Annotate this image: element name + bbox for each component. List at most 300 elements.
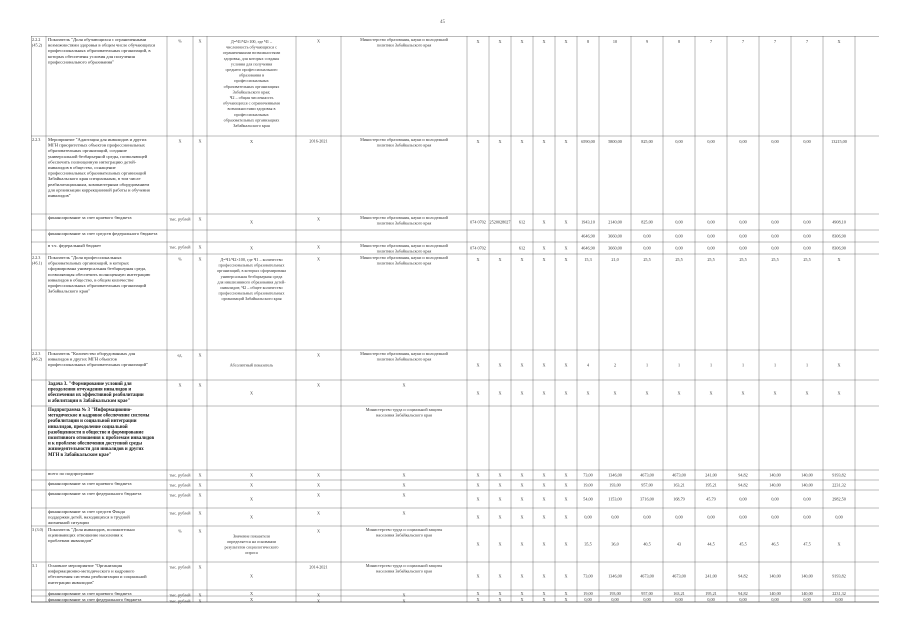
cell-value: X	[498, 573, 502, 579]
cell-id: 2.2.3	[32, 137, 41, 142]
cell-year: X	[316, 352, 321, 358]
cell-value: 0,00	[771, 514, 779, 520]
cell-executor: X	[402, 492, 406, 498]
cell-value: 0,00	[675, 514, 683, 520]
cell-value: 8306,90	[832, 233, 846, 239]
cell-value: X	[564, 219, 568, 225]
cell-value: 0,00	[739, 139, 747, 144]
cell-year: X	[316, 598, 321, 604]
cell-value: X	[773, 390, 777, 396]
cell-value: 074 0702	[470, 219, 486, 225]
cell-value: X	[542, 219, 546, 225]
cell-value: 074 0702	[470, 245, 486, 251]
cell-value: X	[542, 245, 546, 251]
cell-unit: тыс. рублей	[169, 592, 191, 598]
cell-value: X	[520, 514, 524, 520]
cell-value: X	[476, 472, 480, 478]
cell-name: Показатель "Доля профессиональных образовательных организаций, в которых сформирована универсальная безбарьерная среда, позволяющая обеспечить полноценную интеграцию инвалидов в общество, в общем количестве профессиональных образовательных организаций Забайкальского края"	[48, 255, 151, 294]
cell-value: 0,00	[771, 245, 779, 251]
cell-value: 8	[677, 39, 681, 44]
cell-value: 1	[645, 362, 649, 368]
cell-value: 19,00	[583, 591, 593, 596]
cell-f1: X	[198, 216, 202, 222]
cell-value: X	[564, 257, 568, 262]
cell-value: X	[564, 597, 568, 602]
cell-year: X	[316, 256, 321, 262]
cell-value: 1346,00	[608, 472, 622, 478]
cell-f1: X	[198, 256, 202, 262]
cell-value: X	[476, 390, 480, 396]
cell-value: 0,00	[803, 514, 811, 520]
cell-value: 40,5	[643, 541, 651, 547]
cell-value: 10	[612, 39, 618, 44]
cell-value: 73,00	[583, 472, 593, 478]
cell-value: X	[837, 390, 841, 396]
cell-value: X	[542, 362, 546, 368]
cell-value: X	[677, 390, 681, 396]
cell-value: X	[498, 597, 502, 602]
cell-value: 0,00	[771, 139, 779, 144]
cell-value: X	[564, 482, 568, 488]
cell-id: 3 (3.0)	[32, 527, 44, 532]
cell-value: 1	[677, 362, 681, 368]
cell-value: X	[542, 597, 546, 602]
cell-value: X	[498, 257, 502, 262]
cell-value: 15,3	[584, 257, 592, 262]
cell-value: 4673,00	[640, 573, 654, 579]
cell-value: X	[520, 390, 524, 396]
cell-value: 4673,00	[672, 472, 686, 478]
cell-value: X	[542, 390, 546, 396]
cell-unit: ед.	[177, 352, 183, 358]
cell-id: 2.2.2 (45.2)	[32, 37, 43, 48]
cell-indicator: X	[249, 514, 254, 520]
cell-year: X	[316, 216, 321, 222]
cell-value: 1943,10	[581, 219, 595, 225]
cell-value: 4	[586, 362, 590, 368]
cell-value: 0,00	[643, 597, 651, 602]
cell-name: финансирование за счет средств федерального бюджета	[48, 231, 158, 236]
cell-unit: тыс. рублей	[169, 564, 191, 570]
cell-executor: X	[402, 382, 406, 388]
cell-indicator: Д=Ч1/Ч2×100, где Ч1 – численность обучающихся с ограниченными возможностями здоровья, для которых созданы условия для получения среднего профессионального образования в профессиональных образовательных организациях Забайкальского края; Ч2 – общая численность обучающихся с ограниченными возможностями здоровья в профессиональных образовательных организациях Забайкальского края	[222, 39, 281, 128]
cell-value: 0,00	[739, 233, 747, 239]
cell-value: X	[498, 514, 502, 520]
cell-value: 140,00	[801, 472, 813, 478]
cell-value: 0,00	[803, 496, 811, 502]
cell-value: 3660,00	[608, 233, 622, 239]
cell-value: 44,5	[707, 541, 715, 547]
cell-executor: Министерство труда и социальной защиты населения Забайкальского края	[365, 407, 443, 418]
cell-value: 45,5	[739, 541, 747, 547]
cell-value: 25,5	[771, 257, 779, 262]
cell-value: 94,82	[738, 591, 748, 596]
cell-value: 25,5	[803, 257, 811, 262]
cell-value: X	[520, 139, 524, 144]
cell-f1: X	[198, 244, 202, 250]
cell-value: 43	[676, 541, 682, 547]
cell-value: 9	[645, 39, 649, 44]
cell-unit: %	[178, 256, 182, 262]
cell-indicator: X	[249, 573, 254, 579]
cell-name: Показатель "Доля инвалидов, положительно оценивающих отношение населения к проблемам инвалидов"	[48, 527, 135, 544]
cell-value: X	[476, 257, 480, 262]
cell-value: 4646,90	[581, 245, 595, 251]
cell-unit: тыс. рублей	[169, 482, 191, 488]
cell-unit: %	[178, 38, 182, 44]
cell-name: Подпрограмма № 3 "Информационно-методическое и кадровое обеспечение системы реабилитации и социальной интеграции инвалидов, преодоление социальной разобщенности в обществе и формирование позитивного отношения к проблемам инвалидов и к проблеме обеспечения доступной среды жизнедеятельности для инвалидов и других МГН в Забайкальском крае"	[48, 408, 155, 458]
cell-value: 0,00	[803, 597, 811, 602]
cell-value: 140,00	[769, 591, 781, 596]
cell-executor: X	[402, 598, 406, 604]
cell-value: 0,00	[584, 597, 592, 602]
cell-value: 0,00	[803, 139, 811, 144]
cell-value: 140,00	[769, 472, 781, 478]
cell-value: 0,00	[835, 597, 843, 602]
cell-name: в т.ч. федеральный бюджет	[48, 243, 102, 248]
cell-value: 140,00	[769, 482, 781, 488]
cell-name: финансирование за счет федерального бюджета	[48, 491, 142, 496]
cell-value: 0,00	[803, 233, 811, 239]
cell-executor: Министерство образования, науки и молодежной политики Забайкальского края	[360, 137, 448, 148]
cell-unit: X	[178, 138, 182, 144]
cell-f1: X	[198, 38, 202, 44]
cell-value: X	[645, 390, 649, 396]
cell-value: 140,00	[801, 482, 813, 488]
cell-value: 195,21	[705, 482, 717, 488]
cell-unit: %	[178, 528, 182, 534]
cell-value: X	[613, 390, 617, 396]
cell-value: 0,00	[739, 245, 747, 251]
cell-value: X	[476, 541, 480, 547]
cell-name: финансирование за счет средств Фонда поддержки детей, находящихся в трудной жизненной ситуации	[48, 509, 130, 526]
cell-value: 0,00	[803, 245, 811, 251]
cell-value: X	[476, 362, 480, 368]
cell-value: X	[564, 390, 568, 396]
cell-f1: X	[198, 482, 202, 488]
cell-value: 4673,00	[640, 472, 654, 478]
cell-value: 0,00	[643, 514, 651, 520]
cell-value: 6590,00	[581, 139, 595, 144]
cell-value: X	[520, 362, 524, 368]
cell-name: финансирование за счет федерального бюджета	[48, 597, 142, 602]
cell-value: 2982,50	[832, 496, 846, 502]
cell-year: X	[316, 492, 321, 498]
cell-value: X	[542, 257, 546, 262]
cell-value: 0,00	[611, 514, 619, 520]
cell-value: X	[564, 362, 568, 368]
cell-value: X	[476, 597, 480, 602]
cell-value: X	[542, 472, 546, 478]
cell-executor: Министерство образования, науки и молодежной политики Забайкальского края	[360, 243, 448, 254]
cell-year: X	[316, 472, 321, 478]
cell-indicator: Абсолютный показатель	[229, 362, 274, 368]
cell-value: 140,00	[801, 591, 813, 596]
cell-value: X	[542, 591, 546, 596]
cell-value: 612	[518, 219, 526, 225]
cell-value: X	[564, 514, 568, 520]
cell-value: X	[476, 482, 480, 488]
cell-indicator: X	[249, 597, 254, 602]
cell-value: X	[542, 496, 546, 502]
cell-value: X	[837, 257, 841, 262]
cell-value: X	[837, 39, 841, 44]
cell-unit: тыс. рублей	[169, 216, 191, 222]
cell-unit: тыс. рублей	[169, 492, 191, 498]
cell-value: 0,00	[611, 597, 619, 602]
cell-value: X	[520, 591, 524, 596]
cell-value: 2231,32	[832, 591, 846, 596]
cell-value: 4673,00	[672, 573, 686, 579]
cell-unit: тыс. рублей	[169, 598, 191, 604]
cell-year: X	[316, 592, 321, 598]
cell-value: X	[498, 472, 502, 478]
cell-value: X	[520, 597, 524, 602]
cell-value: X	[520, 496, 524, 502]
cell-value: 54,00	[583, 496, 593, 502]
cell-value: 8	[586, 39, 590, 44]
cell-value: 36,0	[611, 541, 619, 547]
cell-value: X	[498, 139, 502, 144]
cell-f1: X	[198, 510, 202, 516]
cell-value: 7	[741, 39, 745, 44]
data-table	[31, 36, 879, 608]
cell-name: финансирование за счет краевого бюджета	[48, 215, 132, 220]
cell-value: 0,00	[835, 514, 843, 520]
cell-value: X	[498, 591, 502, 596]
cell-value: X	[564, 591, 568, 596]
cell-value: 3660,00	[608, 245, 622, 251]
cell-executor: Министерство труда и социальной защиты населения Забайкальского края	[365, 527, 443, 538]
cell-name: финансирование за счет краевого бюджета	[48, 591, 132, 596]
cell-value: 163,21	[673, 482, 685, 488]
cell-indicator: X	[249, 390, 254, 396]
cell-id: 3.1	[32, 563, 38, 568]
cell-value: 2	[613, 362, 617, 368]
cell-value: X	[564, 139, 568, 144]
cell-value: 0,00	[643, 245, 651, 251]
cell-f1: X	[198, 138, 202, 144]
cell-value: 0,00	[707, 233, 715, 239]
cell-value: X	[564, 245, 568, 251]
cell-value: 0,00	[643, 233, 651, 239]
cell-value: X	[837, 541, 841, 547]
cell-value: 0,00	[739, 514, 747, 520]
cell-value: 163,21	[673, 591, 685, 596]
cell-value: X	[498, 496, 502, 502]
cell-unit: тыс. рублей	[169, 472, 191, 478]
cell-value: 94,82	[738, 573, 748, 579]
cell-year: X	[316, 382, 321, 388]
cell-value: 0,00	[739, 597, 747, 602]
cell-value: 0,00	[707, 245, 715, 251]
cell-value: 4908,10	[832, 219, 846, 225]
cell-unit: тыс. рублей	[169, 244, 191, 250]
cell-name: Показатель "Количество оборудованных для инвалидов и других МГН объектов профессиональных образовательных организаций"	[48, 351, 148, 368]
cell-value: 45,79	[706, 496, 716, 502]
cell-value: 825,00	[641, 139, 653, 144]
cell-year: X	[316, 482, 321, 488]
cell-executor: Министерство образования, науки и молодежной политики Забайкальского края	[360, 215, 448, 226]
cell-name: Показатель "Доля обучающихся с ограниченными возможностями здоровья в общем числе обучающихся профессиональных образовательных организаций, в которых обеспечены условия для получения профессионального образования"	[48, 37, 156, 65]
cell-value: 21,0	[611, 257, 619, 262]
cell-name: Мероприятие "Адаптация для инвалидов и других МГН приоритетных объектов профессиональных образовательных организаций, создание универсальной безбарьерной среды, позволяющей обеспечить полноценную интеграцию детей-инвалидов в общество, оснащение профессиональных образовательных организаций Забайкальского края специальным, в том числе реабилитационным, компьютерным оборудованием для организации коррекционной работы и обучения инвалидов"	[48, 137, 150, 198]
cell-value: X	[498, 39, 502, 44]
cell-value: 25,5	[675, 257, 683, 262]
cell-f1: X	[198, 564, 202, 570]
cell-value: X	[542, 541, 546, 547]
cell-indicator: X	[249, 139, 254, 144]
cell-value: 9193,82	[832, 573, 846, 579]
cell-value: X	[498, 482, 502, 488]
cell-value: 193,00	[609, 591, 621, 596]
cell-value: 1	[805, 362, 809, 368]
cell-value: 13215,00	[831, 139, 847, 144]
cell-value: 2140,00	[608, 219, 622, 225]
cell-value: X	[564, 472, 568, 478]
cell-f1: X	[198, 592, 202, 598]
cell-value: 0,00	[803, 219, 811, 225]
cell-value: 241,00	[705, 472, 717, 478]
cell-value: 140,00	[769, 573, 781, 579]
cell-id: 2.2.3 (46.2)	[32, 351, 43, 362]
cell-value: X	[476, 496, 480, 502]
page-number: 45	[440, 20, 445, 25]
cell-value: 2520028027	[489, 219, 511, 225]
cell-value: 94,82	[738, 472, 748, 478]
cell-executor: Министерство образования, науки и молодежной политики Забайкальского края	[360, 351, 448, 362]
cell-value: 0,00	[771, 597, 779, 602]
cell-value: 0,00	[707, 597, 715, 602]
cell-indicator: X	[249, 591, 254, 596]
cell-value: 168,79	[673, 496, 685, 502]
cell-value: X	[498, 541, 502, 547]
cell-indicator: Значение показателя определяется на основании результатов социологического опроса	[224, 533, 279, 556]
cell-value: 1346,00	[608, 573, 622, 579]
cell-value: X	[741, 390, 745, 396]
cell-year: X	[316, 38, 321, 44]
cell-unit: X	[178, 382, 182, 388]
cell-value: 0,00	[675, 597, 683, 602]
cell-value: 195,21	[705, 591, 717, 596]
cell-value: 94,82	[738, 482, 748, 488]
cell-executor: X	[402, 592, 406, 598]
cell-value: X	[837, 362, 841, 368]
cell-value: 0,00	[707, 514, 715, 520]
cell-value: 0,00	[771, 233, 779, 239]
cell-value: 25,5	[707, 257, 715, 262]
cell-indicator: X	[249, 496, 254, 502]
cell-value: 1	[709, 362, 713, 368]
cell-value: 241,00	[705, 573, 717, 579]
cell-value: X	[542, 573, 546, 579]
cell-value: X	[476, 39, 480, 44]
cell-value: 46,5	[771, 541, 779, 547]
cell-value: X	[520, 39, 524, 44]
cell-value: 7	[709, 39, 713, 44]
cell-f1: X	[198, 528, 202, 534]
cell-year: X	[316, 528, 321, 534]
cell-f1: X	[198, 352, 202, 358]
cell-value: X	[520, 482, 524, 488]
cell-value: X	[542, 514, 546, 520]
cell-value: 2231,32	[832, 482, 846, 488]
cell-value: X	[805, 390, 809, 396]
cell-value: 1153,00	[608, 496, 622, 502]
cell-executor: X	[402, 510, 406, 516]
cell-year: X	[316, 244, 321, 250]
cell-value: 7	[805, 39, 809, 44]
cell-value: 0,00	[739, 219, 747, 225]
cell-value: 47,5	[803, 541, 811, 547]
cell-value: X	[564, 39, 568, 44]
cell-value: 1	[741, 362, 745, 368]
cell-value: 8306,90	[832, 245, 846, 251]
cell-value: 25,5	[643, 257, 651, 262]
cell-f1: X	[198, 598, 202, 604]
cell-unit: тыс. рублей	[169, 510, 191, 516]
cell-id: 2.2.3 (46.1)	[32, 255, 43, 266]
cell-value: 193,00	[609, 482, 621, 488]
cell-value: 1	[773, 362, 777, 368]
cell-value: 0,00	[739, 496, 747, 502]
cell-value: 957,00	[641, 482, 653, 488]
cell-executor: Министерство образования, науки и молодежной политики Забайкальского края	[360, 255, 448, 266]
cell-value: 0,00	[771, 496, 779, 502]
cell-value: 0,00	[675, 139, 683, 144]
cell-indicator: X	[249, 245, 254, 251]
cell-value: 0,00	[771, 219, 779, 225]
cell-value: X	[564, 573, 568, 579]
cell-executor: X	[402, 472, 406, 478]
cell-name: всего по подпрограмме	[48, 471, 94, 476]
cell-value: 5800,00	[608, 139, 622, 144]
cell-value: X	[542, 482, 546, 488]
cell-value: X	[498, 362, 502, 368]
cell-f1: X	[198, 472, 202, 478]
cell-value: 3716,00	[640, 496, 654, 502]
cell-f1: X	[198, 492, 202, 498]
cell-value: 73,00	[583, 573, 593, 579]
cell-value: X	[564, 541, 568, 547]
cell-value: X	[542, 139, 546, 144]
cell-value: X	[564, 496, 568, 502]
cell-value: 957,00	[641, 591, 653, 596]
cell-value: 825,00	[641, 219, 653, 225]
cell-f1: X	[198, 382, 202, 388]
cell-value: 0,00	[584, 514, 592, 520]
cell-value: 9193,82	[832, 472, 846, 478]
cell-value: X	[586, 390, 590, 396]
cell-year: 2016-2021	[309, 138, 328, 144]
cell-value: X	[476, 514, 480, 520]
cell-name: Задача 3. "Формирование условий для преодоления отчуждения инвалидов и обеспечения их эффективной реабилитации и абилитации в Забайкальском крае"	[48, 382, 144, 404]
cell-value: 25,5	[739, 257, 747, 262]
cell-value: X	[709, 390, 713, 396]
cell-year: X	[316, 510, 321, 516]
cell-indicator: X	[249, 482, 254, 488]
table-grid	[31, 36, 879, 608]
cell-value: 4646,90	[581, 233, 595, 239]
cell-value: X	[498, 390, 502, 396]
cell-name: Основное мероприятие "Организация информационно-методического и кадрового обеспечения системы реабилитации и социальной интеграции инвалидов"	[48, 563, 147, 585]
cell-value: 0,00	[707, 139, 715, 144]
cell-value: X	[520, 541, 524, 547]
cell-value: 612	[518, 245, 526, 251]
cell-indicator: X	[249, 219, 254, 225]
cell-value: X	[476, 139, 480, 144]
cell-value: X	[476, 573, 480, 579]
